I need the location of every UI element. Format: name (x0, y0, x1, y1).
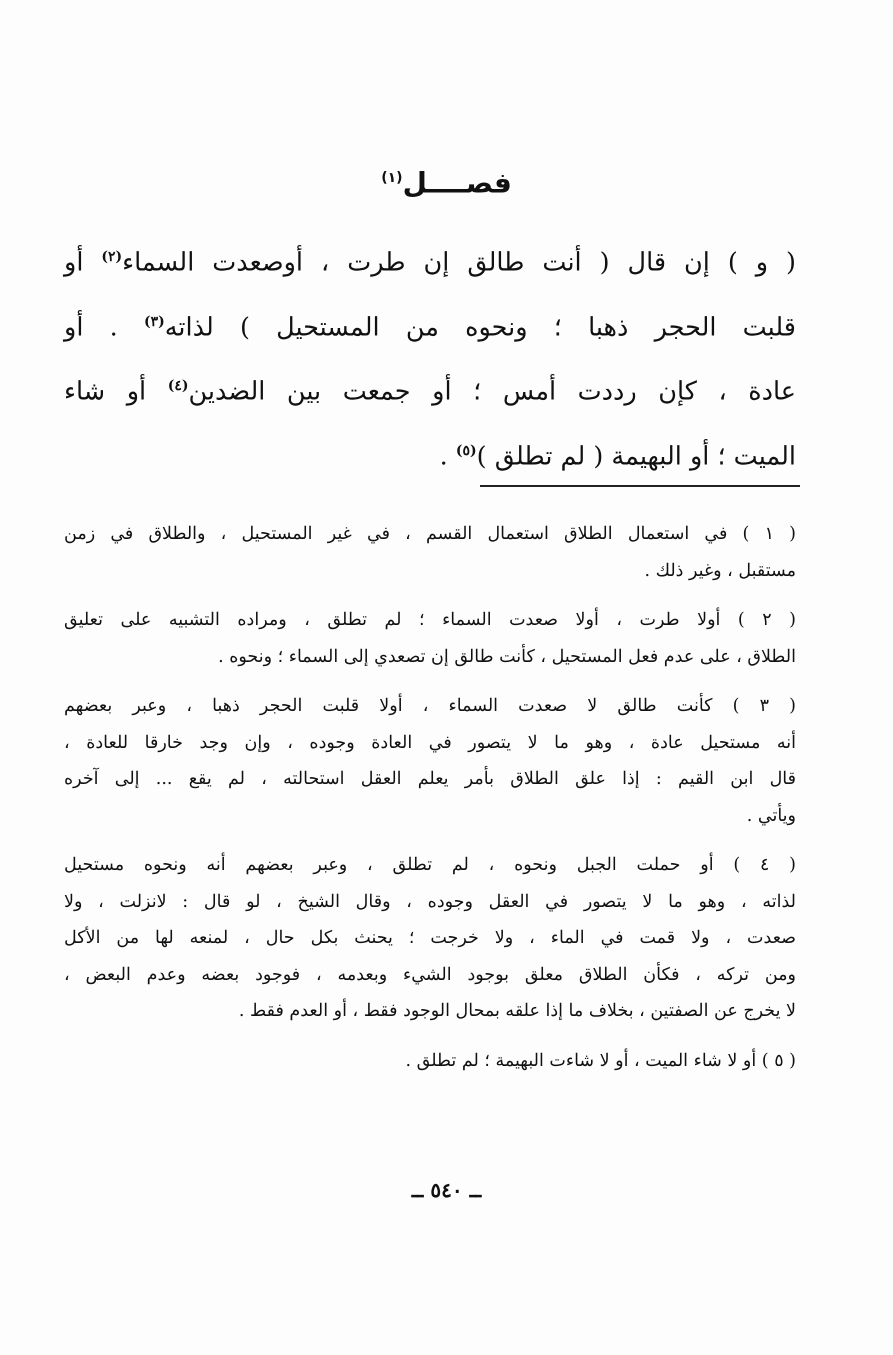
main-line-text: الميت ؛ أو البهيمة ( لم تطلق ) (476, 441, 796, 471)
footnote-1 (64, 516, 796, 589)
footnote-ref: (١) (381, 170, 403, 186)
footnote-ref: (٥) (455, 442, 477, 459)
main-line-tail: أو شاء (64, 376, 168, 407)
footnote-line: لا يخرج عن الصفتين ، بخلاف ما إذا علقه بمحال الوجود فقط ، أو العدم فقط . (238, 1001, 796, 1021)
main-line-text: عادة ، كإن رددت أمس ؛ أو جمعت بين الضدين (188, 376, 796, 407)
footnote-4 (64, 847, 796, 1030)
main-line-tail: أو (64, 247, 102, 278)
footnote-line: ( ٣ ) كأنت طالق لا صعدت السماء ، أولا قلبت الحجر ذهبا ، وعبر بعضهم (64, 696, 797, 716)
page-number: ــ ٥٤٠ ــ (411, 1178, 482, 1202)
section-title: فصــــل (402, 166, 512, 200)
main-line-text: قلبت الحجر ذهبا ؛ ونحوه من المستحيل ) لذاته (164, 312, 797, 342)
footnote-line: الطلاق ، على عدم فعل المستحيل ، كأنت طالق إن تصعدي إلى السماء ؛ ونحوه . (218, 646, 796, 667)
main-line (64, 228, 796, 293)
main-line-tail: . (439, 441, 456, 471)
footnote-divider (480, 485, 800, 487)
footnote-line: ومن تركه ، فكأن الطلاق معلق بوجود الشيء وبعدمه ، فوجود بعضه وعدم البعض ، (64, 964, 796, 985)
footnote-line: ( ٢ ) أولا طرت ، أولا صعدت السماء ؛ لم تطلق ، ومراده التشبيه على تعليق (64, 610, 796, 630)
footnote-line: لذاته ، وهو ما لا يتصور في العقل وجوده ، وقال الشيخ ، لو قال : لانزلت ، ولا (64, 891, 796, 912)
footnote-line: ( ١ ) في استعمال الطلاق استعمال القسم ، في غير المستحيل ، والطلاق في زمن (64, 524, 796, 544)
footnote-3 (64, 688, 796, 834)
footnote-line: ( ٥ ) أو لا شاء الميت ، أو لا شاءت البهيمة ؛ لم تطلق . (405, 1050, 796, 1071)
footnote-line: قال ابن القيم : إذا علق الطلاق بأمر يعلم العقل استحالته ، لم يقع ... إلى آخره (64, 769, 796, 789)
footnotes (64, 516, 796, 1092)
main-line-text: ( و ) إن قال ( أنت طالق إن طرت ، أوصعدت السماء (122, 247, 796, 278)
main-line (64, 422, 796, 487)
footnote-line: ويأتي . (746, 805, 796, 826)
footnote-line: ( ٤ ) أو حملت الجبل ونحوه ، لم تطلق ، وعبر بعضهم أنه ونحوه مستحيل (64, 855, 796, 875)
footnote-ref: (٤) (167, 378, 189, 394)
footnote-ref: (٢) (101, 249, 123, 265)
main-line (64, 293, 796, 358)
footnote-2 (64, 602, 796, 675)
main-text (64, 228, 796, 486)
footnote-5 (64, 1043, 796, 1080)
main-line-tail: . أو (64, 312, 144, 342)
footnote-line: صعدت ، ولا قمت في الماء ، ولا خرجت ؛ يحنث بكل حال ، لمنعه لها من الأكل (64, 928, 796, 948)
footnote-line: أنه مستحيل عادة ، وهو ما لا يتصور في العادة وجوده ، وإن وجد خارقا للعادة ، (64, 732, 796, 753)
footnote-line: مستقبل ، وغير ذلك . (644, 560, 796, 581)
main-line (64, 357, 796, 422)
section-heading (0, 158, 893, 203)
footnote-ref: (٣) (143, 313, 165, 330)
